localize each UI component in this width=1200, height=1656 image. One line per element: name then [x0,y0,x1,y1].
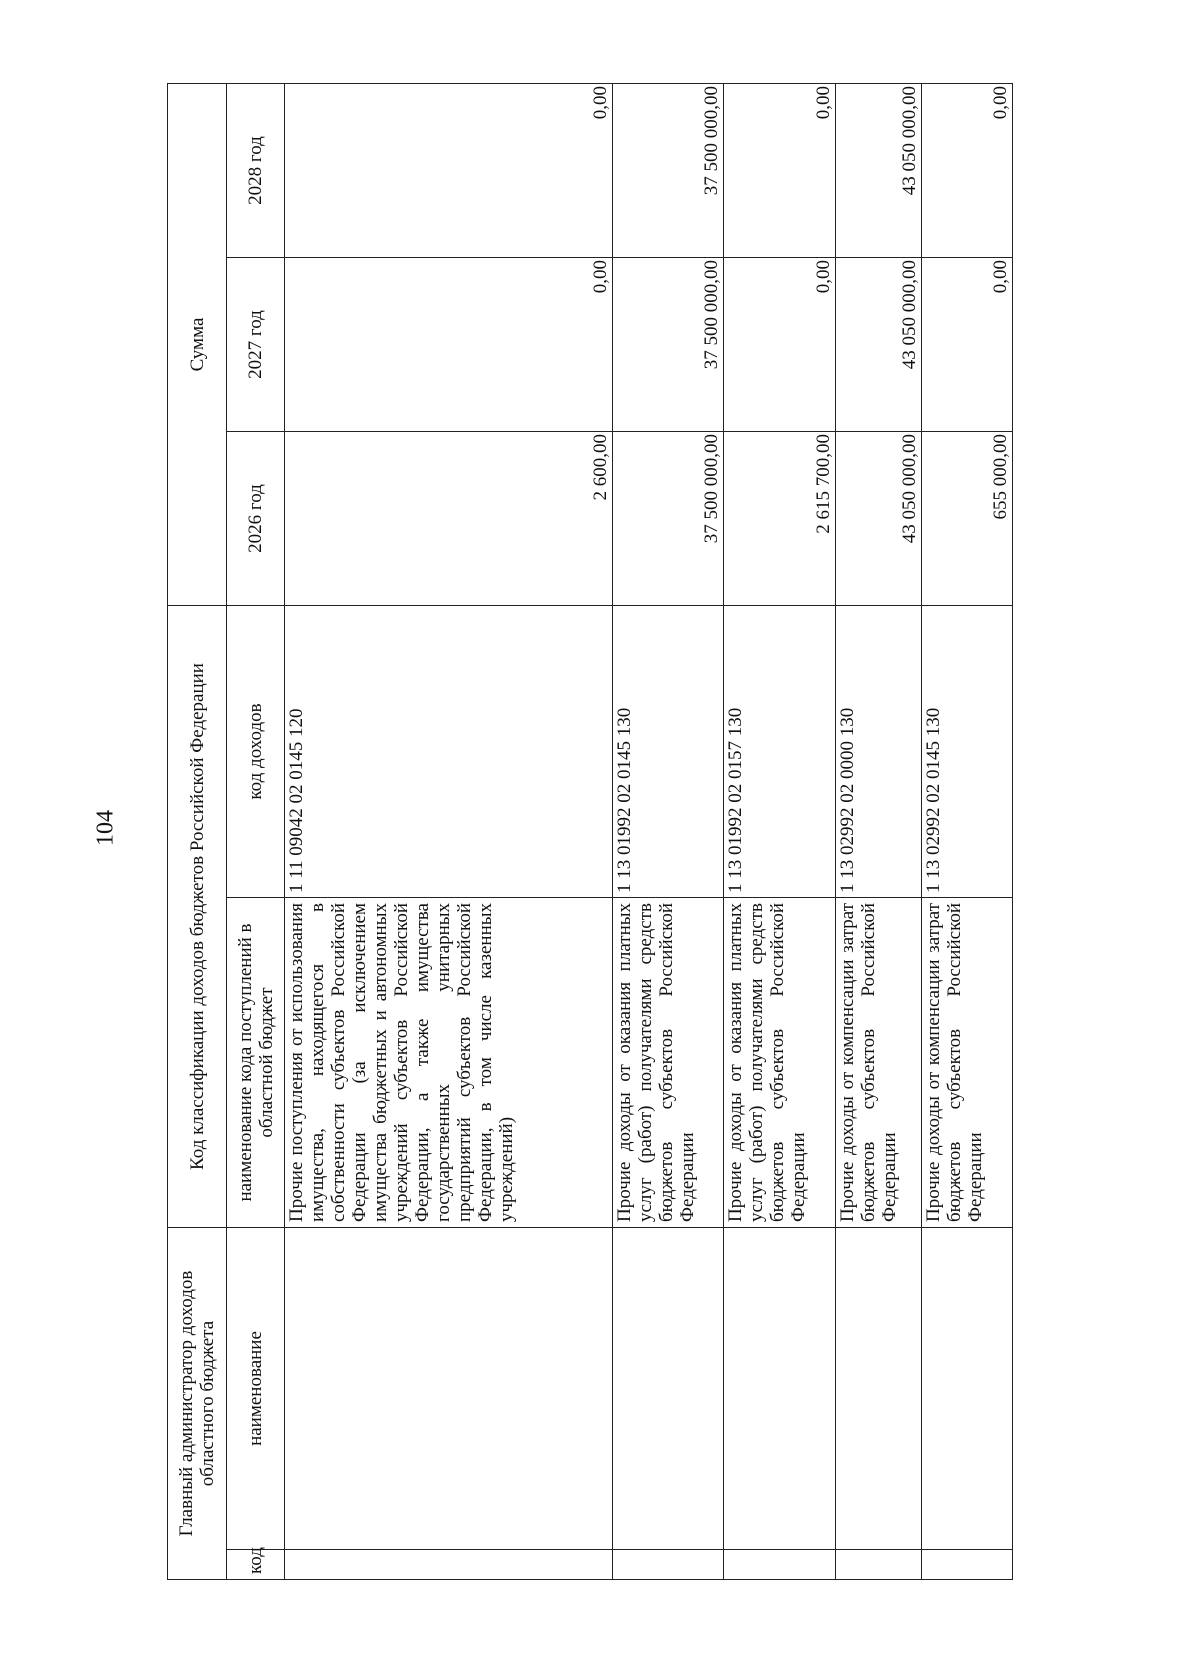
cell-amount-2028: 0,00 [922,83,1013,257]
table-row [922,83,1013,1579]
cell-code [922,1550,1013,1580]
cell-amount-2028: 0,00 [724,83,835,257]
cell-amount-2027: 0,00 [724,258,835,432]
cell-amount-2026: 2 600,00 [284,432,612,606]
cell-income-name: Прочие доходы от оказания платных услуг (работ) получателями средств бюджетов субъектов Российской Федерации [724,898,835,1228]
header-row-1 [168,83,227,1579]
header-classification-group: Код классификации доходов бюджетов Российской Федерации [168,606,227,1228]
cell-amount-2026: 2 615 700,00 [724,432,835,606]
cell-income-name: Прочие доходы от компенсации затрат бюджетов субъектов Российской Федерации [835,898,921,1228]
header-year-2028: 2028 год [227,83,284,257]
cell-admin-name [724,1228,835,1550]
header-year-2027: 2027 год [227,258,284,432]
cell-income-name: Прочие поступления от использования имущества, находящегося в собственности субъектов Российской Федерации (за исключением имущества бюджетных и автономных учреждений субъектов Российской Федерации, а также имущества государственных унитарных предприятий субъектов Российской Федерации, в том числе казенных учреждений) [284,898,612,1228]
cell-admin-name [835,1228,921,1550]
cell-admin-name [612,1228,723,1550]
cell-code [724,1550,835,1580]
cell-amount-2028: 37 500 000,00 [612,83,723,257]
table-row [612,83,723,1579]
cell-amount-2026: 43 050 000,00 [835,432,921,606]
cell-amount-2028: 0,00 [284,83,612,257]
cell-amount-2026: 655 000,00 [922,432,1013,606]
cell-amount-2027: 43 050 000,00 [835,258,921,432]
cell-admin-name [922,1228,1013,1550]
header-year-2026: 2026 год [227,432,284,606]
cell-income-code: 1 13 01992 02 0145 130 [612,606,723,898]
header-admin-group: Главный администратор доходов областного бюджета [168,1228,227,1580]
header-income-code: код доходов [227,606,284,898]
cell-income-code: 1 13 02992 02 0000 130 [835,606,921,898]
header-income-name: наименование кода поступлений в областной бюджет [227,898,284,1228]
table-row [835,83,921,1579]
table-row [284,83,612,1579]
cell-income-code: 1 13 02992 02 0145 130 [922,606,1013,898]
cell-amount-2027: 0,00 [284,258,612,432]
cell-code [612,1550,723,1580]
table-row [724,83,835,1579]
cell-income-code: 1 13 01992 02 0157 130 [724,606,835,898]
header-admin-name: наименование [227,1228,284,1550]
cell-admin-name [284,1228,612,1550]
cell-code [835,1550,921,1580]
revenue-table [167,83,1013,1580]
cell-code [284,1550,612,1580]
header-sum-group: Сумма [168,83,227,605]
revenue-table-container [167,84,1013,1580]
cell-amount-2026: 37 500 000,00 [612,432,723,606]
page-number: 104 [92,810,119,846]
cell-amount-2028: 43 050 000,00 [835,83,921,257]
header-row-2 [227,83,284,1579]
cell-amount-2027: 37 500 000,00 [612,258,723,432]
cell-income-code: 1 11 09042 02 0145 120 [284,606,612,898]
cell-income-name: Прочие доходы от оказания платных услуг (работ) получателями средств бюджетов субъектов Российской Федерации [612,898,723,1228]
header-code: код [227,1550,284,1580]
cell-income-name: Прочие доходы от компенсации затрат бюджетов субъектов Российской Федерации [922,898,1013,1228]
cell-amount-2027: 0,00 [922,258,1013,432]
